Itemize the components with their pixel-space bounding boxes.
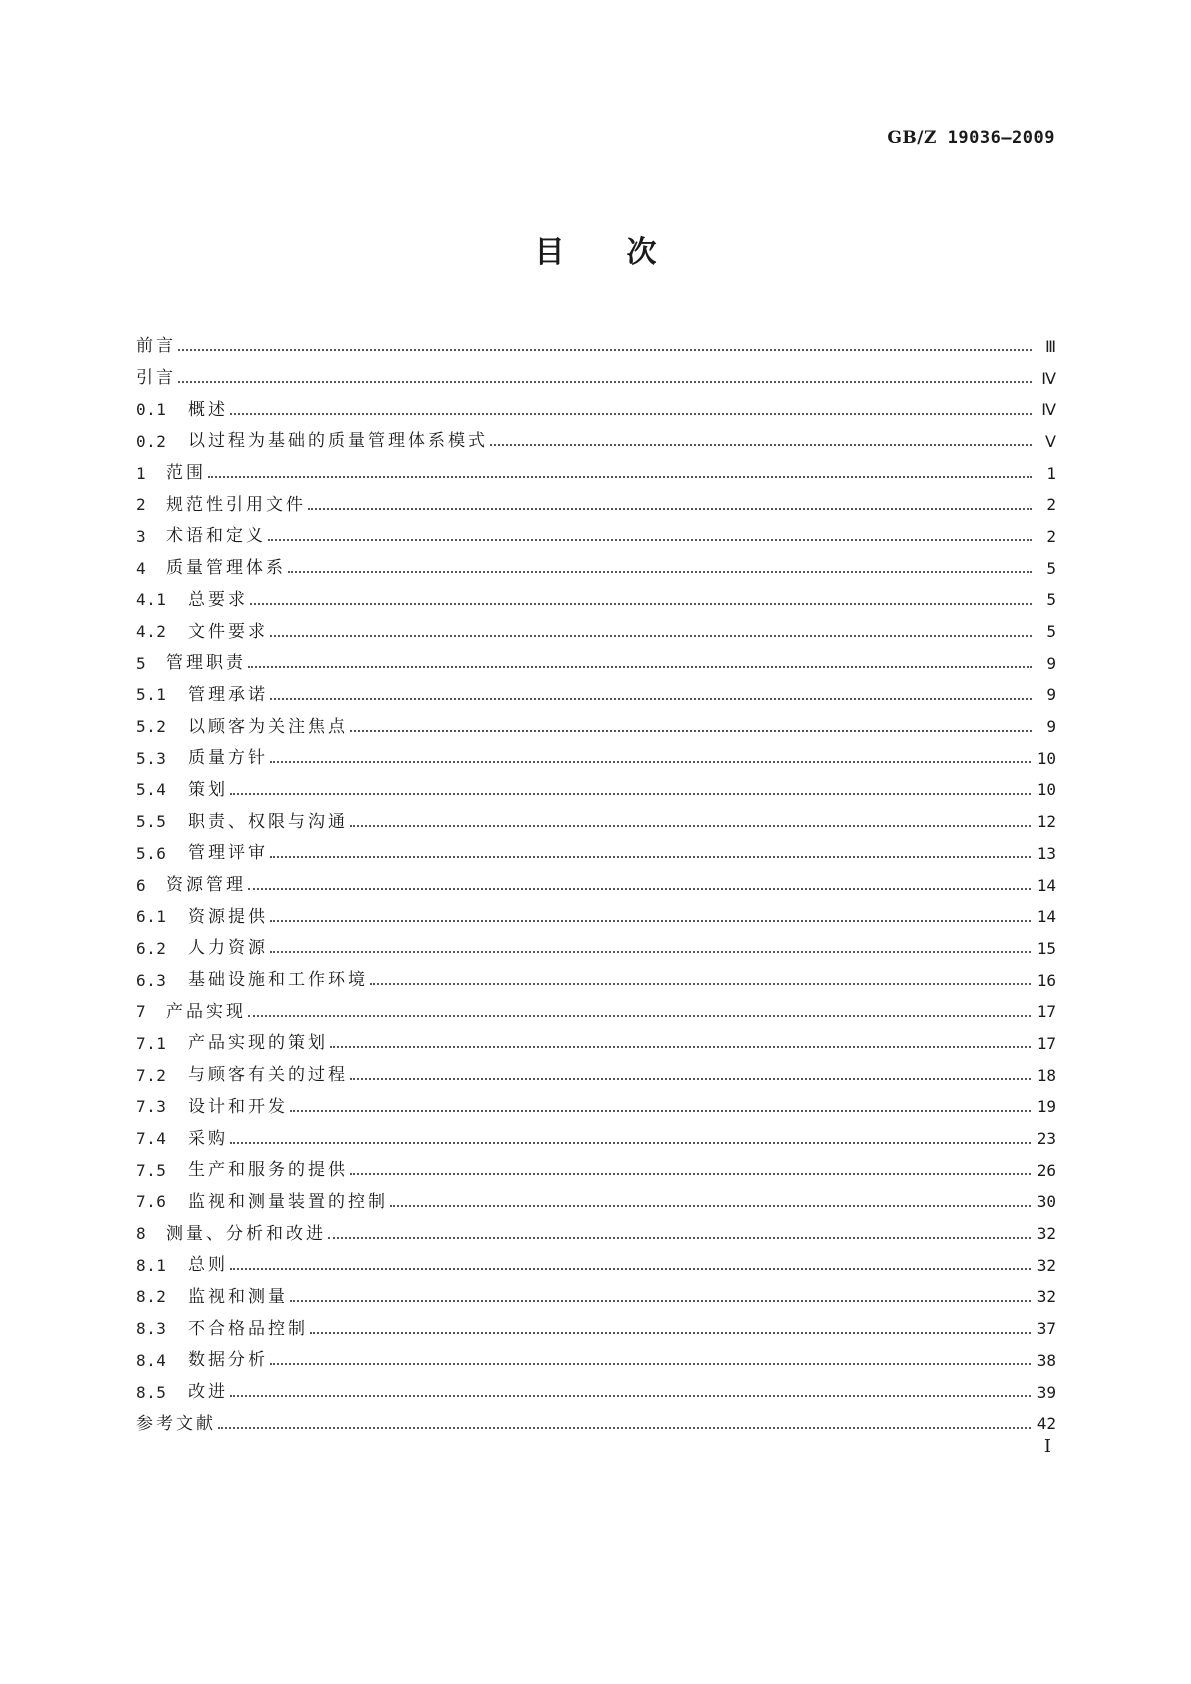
toc-leader-dots xyxy=(290,1289,1031,1306)
toc-leader-dots xyxy=(230,1384,1031,1401)
toc-entry-number: 5.5 xyxy=(136,812,167,832)
toc-entry[interactable] xyxy=(136,553,1056,585)
toc-entry-label: 管理职责 xyxy=(166,653,246,674)
toc-entry-page: 14 xyxy=(1036,875,1056,895)
toc-entry-page: 23 xyxy=(1036,1129,1056,1149)
toc-leader-dots xyxy=(178,370,1032,387)
toc-leader-dots xyxy=(328,1226,1031,1243)
toc-entry-page: 19 xyxy=(1036,1097,1056,1117)
toc-entry-label: 测量、分析和改进 xyxy=(166,1223,326,1244)
toc-leader-dots xyxy=(390,1194,1031,1211)
toc-entry-number: 0.2 xyxy=(136,431,167,451)
toc-entry-number: 6.1 xyxy=(136,907,167,927)
toc-entry-number: 7.1 xyxy=(136,1033,167,1053)
page-title-char-1: 目 xyxy=(534,235,565,270)
standard-code-number: 19036—2009 xyxy=(947,128,1055,148)
toc-entry-page: 26 xyxy=(1036,1160,1056,1180)
toc-entry[interactable] xyxy=(136,743,1056,775)
toc-entry[interactable] xyxy=(136,1060,1056,1092)
toc-entry-page: 30 xyxy=(1036,1192,1056,1212)
toc-entry-page: 9 xyxy=(1046,717,1056,737)
toc-entry-label: 人力资源 xyxy=(188,938,268,959)
toc-entry-label: 引言 xyxy=(136,368,176,389)
toc-entry-number: 8.5 xyxy=(136,1382,167,1402)
toc-entry-page: 5 xyxy=(1046,558,1056,578)
toc-entry[interactable] xyxy=(136,1187,1056,1219)
toc-leader-dots xyxy=(178,338,1032,355)
toc-entry-page: 2 xyxy=(1046,526,1056,546)
toc-entry[interactable] xyxy=(136,1313,1056,1345)
toc-entry-label: 数据分析 xyxy=(188,1350,268,1371)
toc-entry-number: 4.1 xyxy=(136,590,167,610)
toc-entry[interactable] xyxy=(136,933,1056,965)
toc-leader-dots xyxy=(270,1352,1031,1369)
toc-entry-label: 设计和开发 xyxy=(188,1096,288,1117)
toc-entry-label: 策划 xyxy=(188,779,228,800)
toc-entry-number: 7.6 xyxy=(136,1192,167,1212)
toc-entry-number: 3 xyxy=(136,526,147,546)
toc-entry-number: 6 xyxy=(136,875,147,895)
toc-entry-page: 39 xyxy=(1036,1382,1056,1402)
toc-leader-dots xyxy=(230,1257,1031,1274)
toc-entry-number: 8 xyxy=(136,1224,147,1244)
toc-entry-page: 10 xyxy=(1036,748,1056,768)
toc-leader-dots xyxy=(218,1416,1031,1433)
toc-entry-page: 14 xyxy=(1036,907,1056,927)
toc-entry-label: 前言 xyxy=(136,336,176,357)
toc-leader-dots xyxy=(270,940,1031,957)
toc-leader-dots xyxy=(270,845,1031,862)
toc-entry[interactable] xyxy=(136,1377,1056,1409)
toc-entry[interactable] xyxy=(136,1345,1056,1377)
toc-entry-label: 质量方针 xyxy=(188,748,268,769)
toc-entry-label: 职责、权限与沟通 xyxy=(188,811,348,832)
toc-entry-number: 0.1 xyxy=(136,400,167,420)
toc-entry-label: 资源提供 xyxy=(188,906,268,927)
toc-leader-dots xyxy=(350,814,1031,831)
toc-entry-page: 5 xyxy=(1046,622,1056,642)
toc-leader-dots xyxy=(350,1162,1031,1179)
standard-code xyxy=(887,128,1055,148)
toc-entry-label: 术语和定义 xyxy=(166,526,266,547)
toc-leader-dots xyxy=(350,719,1032,736)
toc-entry-label: 资源管理 xyxy=(166,875,246,896)
toc-entry-label: 质量管理体系 xyxy=(166,558,286,579)
toc-entry-number: 7.2 xyxy=(136,1065,167,1085)
toc-entry-page: 16 xyxy=(1036,970,1056,990)
toc-entry-page: Ⅳ xyxy=(1041,368,1056,388)
toc-entry-page: 10 xyxy=(1036,780,1056,800)
toc-leader-dots xyxy=(248,1004,1031,1021)
toc-entry-number: 8.1 xyxy=(136,1255,167,1275)
toc-leader-dots xyxy=(288,560,1032,577)
toc-entry-page: 17 xyxy=(1036,1002,1056,1022)
toc-entry-number: 4.2 xyxy=(136,622,167,642)
page-title xyxy=(0,227,1191,271)
toc-entry[interactable] xyxy=(136,616,1056,648)
toc-entry-page: 13 xyxy=(1036,843,1056,863)
toc-entry-label: 与顾客有关的过程 xyxy=(188,1065,348,1086)
toc-entry[interactable] xyxy=(136,806,1056,838)
toc-entry-page: 32 xyxy=(1036,1255,1056,1275)
toc-entry[interactable] xyxy=(136,394,1056,426)
toc-leader-dots xyxy=(310,1321,1031,1338)
toc-leader-dots xyxy=(208,465,1032,482)
toc-entry-label: 以过程为基础的质量管理体系模式 xyxy=(188,431,488,452)
toc-leader-dots xyxy=(270,909,1031,926)
toc-entry-page: 38 xyxy=(1036,1350,1056,1370)
toc-entry[interactable] xyxy=(136,363,1056,395)
toc-entry[interactable] xyxy=(136,775,1056,807)
toc-entry[interactable] xyxy=(136,870,1056,902)
toc-entry-page: 32 xyxy=(1036,1287,1056,1307)
toc-entry[interactable] xyxy=(136,426,1056,458)
toc-entry-page: Ⅳ xyxy=(1041,400,1056,420)
page-number: I xyxy=(1043,1436,1051,1457)
toc-leader-dots xyxy=(350,1067,1031,1084)
toc-entry-page: 9 xyxy=(1046,653,1056,673)
toc-entry[interactable] xyxy=(136,1092,1056,1124)
toc-entry[interactable] xyxy=(136,838,1056,870)
toc-leader-dots xyxy=(268,528,1032,545)
toc-entry-number: 8.3 xyxy=(136,1319,167,1339)
toc-entry-number: 7.5 xyxy=(136,1160,167,1180)
toc-leader-dots xyxy=(270,750,1031,767)
toc-entry-label: 产品实现 xyxy=(166,1001,246,1022)
toc-entry-label: 监视和测量装置的控制 xyxy=(188,1191,388,1212)
toc-entry-number: 5.3 xyxy=(136,748,167,768)
toc-entry[interactable] xyxy=(136,680,1056,712)
toc-entry[interactable] xyxy=(136,711,1056,743)
toc-entry-page: 18 xyxy=(1036,1065,1056,1085)
toc-entry-label: 不合格品控制 xyxy=(188,1318,308,1339)
toc-entry-page: Ⅲ xyxy=(1044,336,1056,356)
toc-entry[interactable] xyxy=(136,648,1056,680)
toc-entry[interactable] xyxy=(136,965,1056,997)
toc-entry-label: 监视和测量 xyxy=(188,1286,288,1307)
toc-entry-label: 概述 xyxy=(188,399,228,420)
table-of-contents xyxy=(136,331,1056,1440)
toc-entry-label: 产品实现的策划 xyxy=(188,1033,328,1054)
toc-entry-number: 8.2 xyxy=(136,1287,167,1307)
standard-code-prefix: GB/Z xyxy=(887,128,937,148)
toc-entry-label: 管理承诺 xyxy=(188,684,268,705)
toc-entry-page: 12 xyxy=(1036,812,1056,832)
toc-leader-dots xyxy=(248,877,1031,894)
toc-entry[interactable] xyxy=(136,458,1056,490)
toc-entry[interactable] xyxy=(136,489,1056,521)
toc-entry-label: 基础设施和工作环境 xyxy=(188,970,368,991)
toc-entry-page: 1 xyxy=(1046,463,1056,483)
toc-entry-label: 采购 xyxy=(188,1128,228,1149)
toc-entry[interactable] xyxy=(136,331,1056,363)
toc-entry-number: 8.4 xyxy=(136,1350,167,1370)
toc-entry[interactable] xyxy=(136,996,1056,1028)
toc-leader-dots xyxy=(230,402,1032,419)
toc-entry-number: 6.3 xyxy=(136,970,167,990)
toc-entry[interactable] xyxy=(136,1250,1056,1282)
toc-entry-page: 37 xyxy=(1036,1319,1056,1339)
toc-leader-dots xyxy=(330,1035,1031,1052)
toc-entry-label: 参考文献 xyxy=(136,1413,216,1434)
toc-entry-label: 以顾客为关注焦点 xyxy=(188,716,348,737)
toc-entry-number: 7.4 xyxy=(136,1129,167,1149)
toc-leader-dots xyxy=(230,1131,1031,1148)
toc-entry-label: 文件要求 xyxy=(188,621,268,642)
toc-entry-label: 总要求 xyxy=(188,589,248,610)
page-title-char-2: 次 xyxy=(626,235,657,270)
toc-entry-number: 5.1 xyxy=(136,685,167,705)
toc-entry-label: 生产和服务的提供 xyxy=(188,1160,348,1181)
toc-entry-page: 42 xyxy=(1036,1414,1056,1434)
toc-entry-label: 管理评审 xyxy=(188,843,268,864)
toc-entry-number: 5.4 xyxy=(136,780,167,800)
toc-entry-number: 4 xyxy=(136,558,147,578)
toc-entry-page: 2 xyxy=(1046,495,1056,515)
toc-entry-number: 7.3 xyxy=(136,1097,167,1117)
toc-entry-number: 1 xyxy=(136,463,147,483)
toc-leader-dots xyxy=(270,624,1032,641)
toc-entry[interactable] xyxy=(136,585,1056,617)
toc-entry[interactable] xyxy=(136,901,1056,933)
toc-leader-dots xyxy=(248,655,1032,672)
toc-leader-dots xyxy=(308,497,1032,514)
toc-entry[interactable] xyxy=(136,1123,1056,1155)
toc-entry-number: 5.2 xyxy=(136,717,167,737)
toc-entry-label: 总则 xyxy=(188,1255,228,1276)
toc-entry-page: 15 xyxy=(1036,938,1056,958)
toc-entry-number: 5 xyxy=(136,653,147,673)
toc-entry-page: 17 xyxy=(1036,1033,1056,1053)
toc-entry-page: 32 xyxy=(1036,1224,1056,1244)
toc-leader-dots xyxy=(490,433,1032,450)
toc-entry-page: Ⅴ xyxy=(1045,431,1056,451)
toc-entry-label: 范围 xyxy=(166,463,206,484)
toc-entry-page: 5 xyxy=(1046,590,1056,610)
toc-entry-number: 6.2 xyxy=(136,938,167,958)
toc-entry-number: 7 xyxy=(136,1002,147,1022)
toc-entry[interactable] xyxy=(136,1155,1056,1187)
toc-leader-dots xyxy=(250,592,1032,609)
toc-entry-number: 5.6 xyxy=(136,843,167,863)
toc-entry[interactable] xyxy=(136,1282,1056,1314)
toc-entry[interactable] xyxy=(136,1218,1056,1250)
toc-leader-dots xyxy=(230,782,1031,799)
toc-leader-dots xyxy=(270,687,1032,704)
toc-leader-dots xyxy=(290,1099,1031,1116)
toc-entry-page: 9 xyxy=(1046,685,1056,705)
toc-entry-number: 2 xyxy=(136,495,147,515)
toc-entry-label: 改进 xyxy=(188,1382,228,1403)
toc-entry[interactable] xyxy=(136,1408,1056,1440)
toc-entry[interactable] xyxy=(136,1028,1056,1060)
toc-leader-dots xyxy=(370,972,1031,989)
toc-entry-label: 规范性引用文件 xyxy=(166,494,306,515)
toc-entry[interactable] xyxy=(136,521,1056,553)
